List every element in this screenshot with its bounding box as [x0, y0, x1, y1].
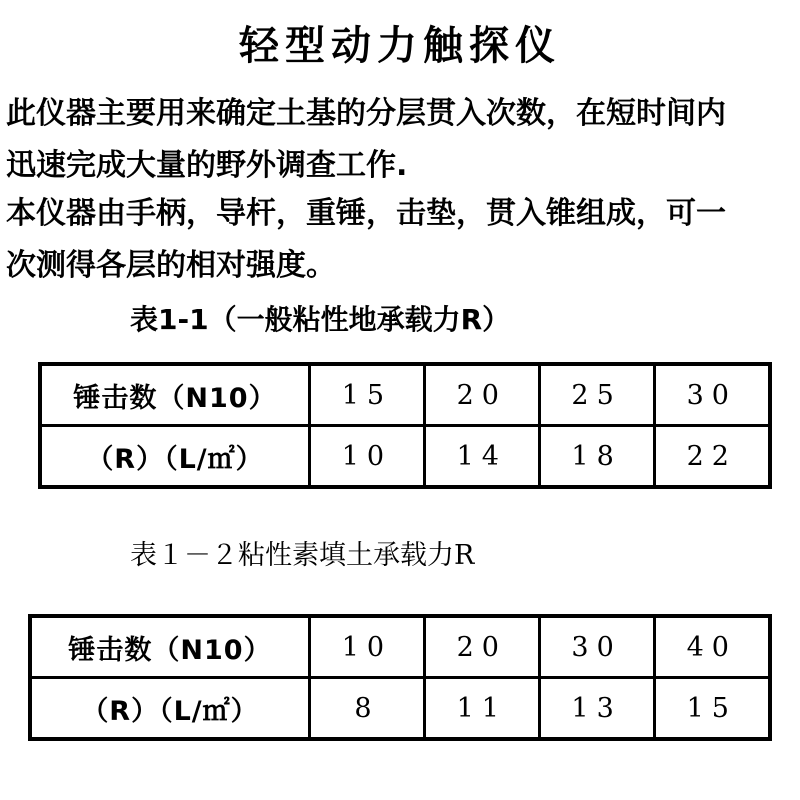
- composition-line-2: 次测得各层的相对强度。: [6, 248, 336, 283]
- table-cell: 40: [654, 616, 770, 678]
- intro-paragraph: [6, 88, 796, 192]
- table-cell: 15: [310, 364, 425, 426]
- table-row: [30, 616, 770, 678]
- bearing-capacity-label: （R）（L/㎡）: [40, 426, 310, 488]
- composition-paragraph: [6, 188, 796, 292]
- table-cell: 10: [310, 426, 425, 488]
- table-cell: 25: [539, 364, 654, 426]
- page-title: 轻型动力触探仪: [239, 23, 561, 69]
- table-row: [40, 426, 770, 488]
- table1-bearing-capacity: [38, 362, 772, 489]
- table1-caption: 表1-1（一般粘性地承载力R）: [130, 303, 511, 336]
- table-row: [40, 364, 770, 426]
- table-cell: 11: [424, 678, 539, 740]
- table-cell: 30: [539, 616, 654, 678]
- table-row: [30, 678, 770, 740]
- table-cell: 14: [424, 426, 539, 488]
- hammer-count-label: 锤击数（N10）: [40, 364, 310, 426]
- table-cell: 20: [424, 364, 539, 426]
- composition-line-1: 本仪器由手柄，导杆，重锤，击垫，贯入锥组成，可一: [6, 196, 726, 231]
- intro-line-2: 迅速完成大量的野外调查工作.: [6, 148, 408, 183]
- table-cell: 13: [539, 678, 654, 740]
- table-cell: 18: [539, 426, 654, 488]
- intro-line-1: 此仪器主要用来确定土基的分层贯入次数，在短时间内: [6, 96, 726, 131]
- table-cell: 20: [424, 616, 539, 678]
- table-cell: 22: [654, 426, 770, 488]
- hammer-count-label: 锤击数（N10）: [30, 616, 310, 678]
- table2-fill-bearing-capacity: [28, 614, 772, 741]
- table2-caption: 表１－２粘性素填土承载力R: [130, 540, 475, 571]
- table-cell: 30: [654, 364, 770, 426]
- table-cell: 8: [310, 678, 425, 740]
- table-cell: 10: [310, 616, 425, 678]
- table-cell: 15: [654, 678, 770, 740]
- bearing-capacity-label: （R）（L/㎡）: [30, 678, 310, 740]
